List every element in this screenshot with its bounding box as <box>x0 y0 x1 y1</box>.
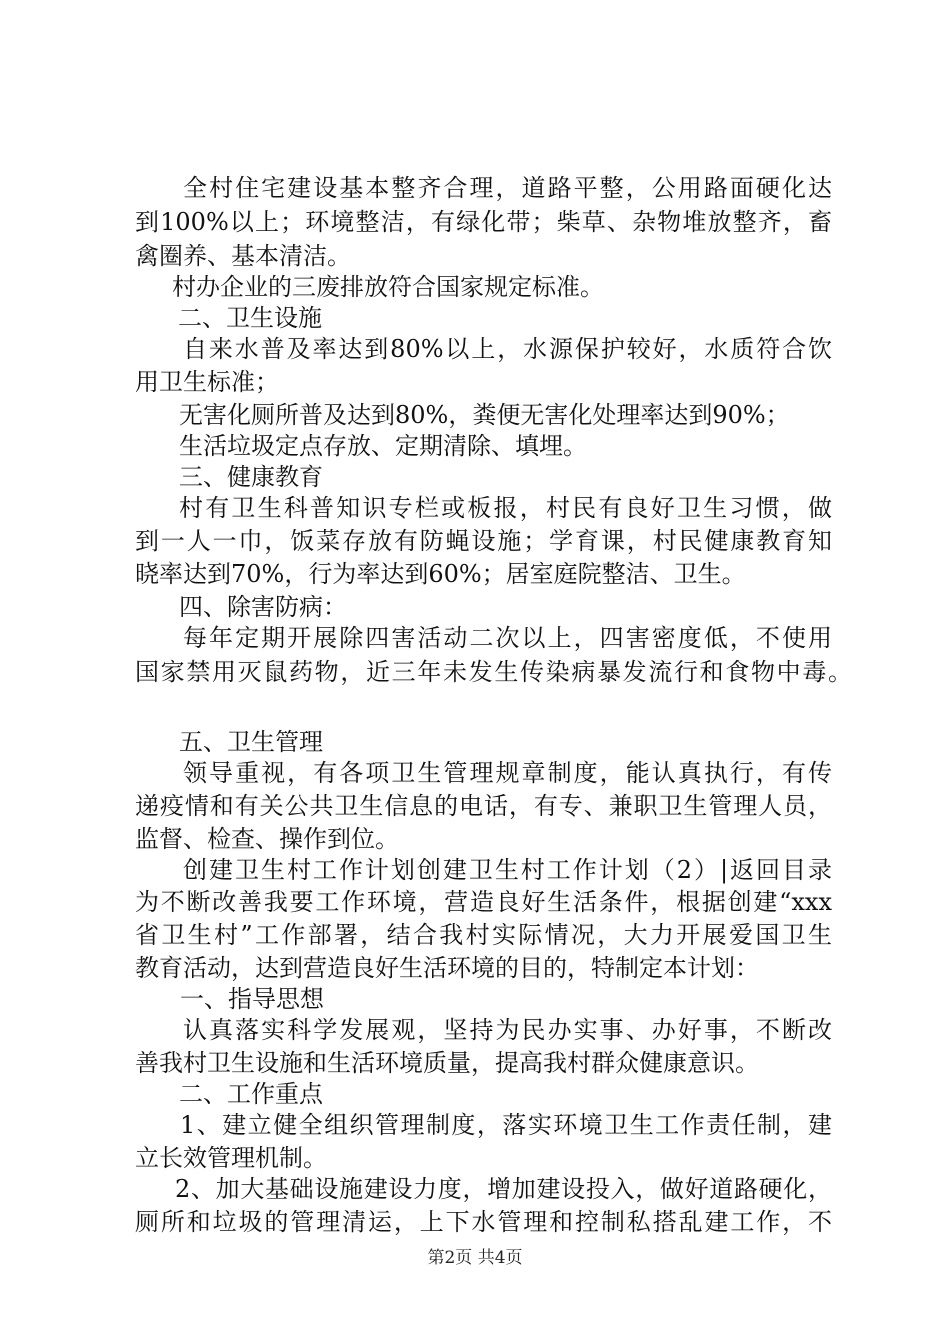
text-line: 到一人一巾，饭菜存放有防蝇设施；学育课，村民健康教育知 <box>135 527 832 555</box>
text-line: 无害化厕所普及达到80%，粪便无害化处理率达到90%； <box>179 401 790 429</box>
text-line: 监督、检查、操作到位。 <box>135 825 399 853</box>
section-heading: 一、指导思想 <box>180 985 324 1013</box>
text-line: 善我村卫生设施和生活环境质量，提高我村群众健康意识。 <box>135 1049 759 1077</box>
text-line: 厕所和垃圾的管理清运，上下水管理和控制私搭乱建工作，不 <box>135 1208 832 1236</box>
text-line: 1、建立健全组织管理制度，落实环境卫生工作责任制，建 <box>180 1111 832 1139</box>
text-line: 村有卫生科普知识专栏或板报，村民有良好卫生习惯，做 <box>179 494 832 522</box>
text-line: 2、加大基础设施建设力度，增加建设投入，做好道路硬化， <box>175 1175 832 1203</box>
text-line: 用卫生标准； <box>135 368 279 396</box>
text-line: 递疫情和有关公共卫生信息的电话，有专、兼职卫生管理人员， <box>135 792 832 820</box>
section-heading: 五、卫生管理 <box>179 728 323 756</box>
text-line: 村办企业的三废排放符合国家规定标准。 <box>172 273 604 301</box>
text-line: 生活垃圾定点存放、定期清除、填埋。 <box>179 432 587 460</box>
section-heading: 三、健康教育 <box>179 463 323 491</box>
page-number: 第2页 共4页 <box>427 1248 523 1268</box>
section-heading: 二、卫生设施 <box>178 304 322 332</box>
text-line: 创建卫生村工作计划创建卫生村工作计划（2）|返回目录 <box>183 856 832 884</box>
text-line: 立长效管理机制。 <box>135 1144 327 1172</box>
text-line: 认真落实科学发展观，坚持为民办实事、办好事，不断改 <box>183 1016 832 1044</box>
text-line: 到100%以上；环境整洁，有绿化带；柴草、杂物堆放整齐，畜 <box>135 208 832 236</box>
text-line: 领导重视，有各项卫生管理规章制度，能认真执行，有传 <box>183 759 832 787</box>
text-line: 省卫生村”工作部署，结合我村实际情况，大力开展爱国卫生 <box>135 921 832 949</box>
section-heading: 四、除害防病： <box>179 593 347 621</box>
text-line: 禽圈养、基本清洁。 <box>135 242 351 270</box>
text-line: 教育活动，达到营造良好生活环境的目的，特制定本计划： <box>135 954 759 982</box>
text-line: 全村住宅建设基本整齐合理，道路平整，公用路面硬化达 <box>183 174 832 202</box>
text-line: 为不断改善我要工作环境，营造良好生活条件，根据创建“xxx <box>135 888 832 916</box>
text-line: 每年定期开展除四害活动二次以上，四害密度低，不使用 <box>183 624 832 652</box>
text-line: 晓率达到70%，行为率达到60%；居室庭院整洁、卫生。 <box>135 560 746 588</box>
text-line: 自来水普及率达到80%以上，水源保护较好，水质符合饮 <box>183 335 832 363</box>
section-heading: 二、工作重点 <box>179 1080 323 1108</box>
text-line: 国家禁用灭鼠药物，近三年未发生传染病暴发流行和食物中毒。 <box>135 658 852 686</box>
